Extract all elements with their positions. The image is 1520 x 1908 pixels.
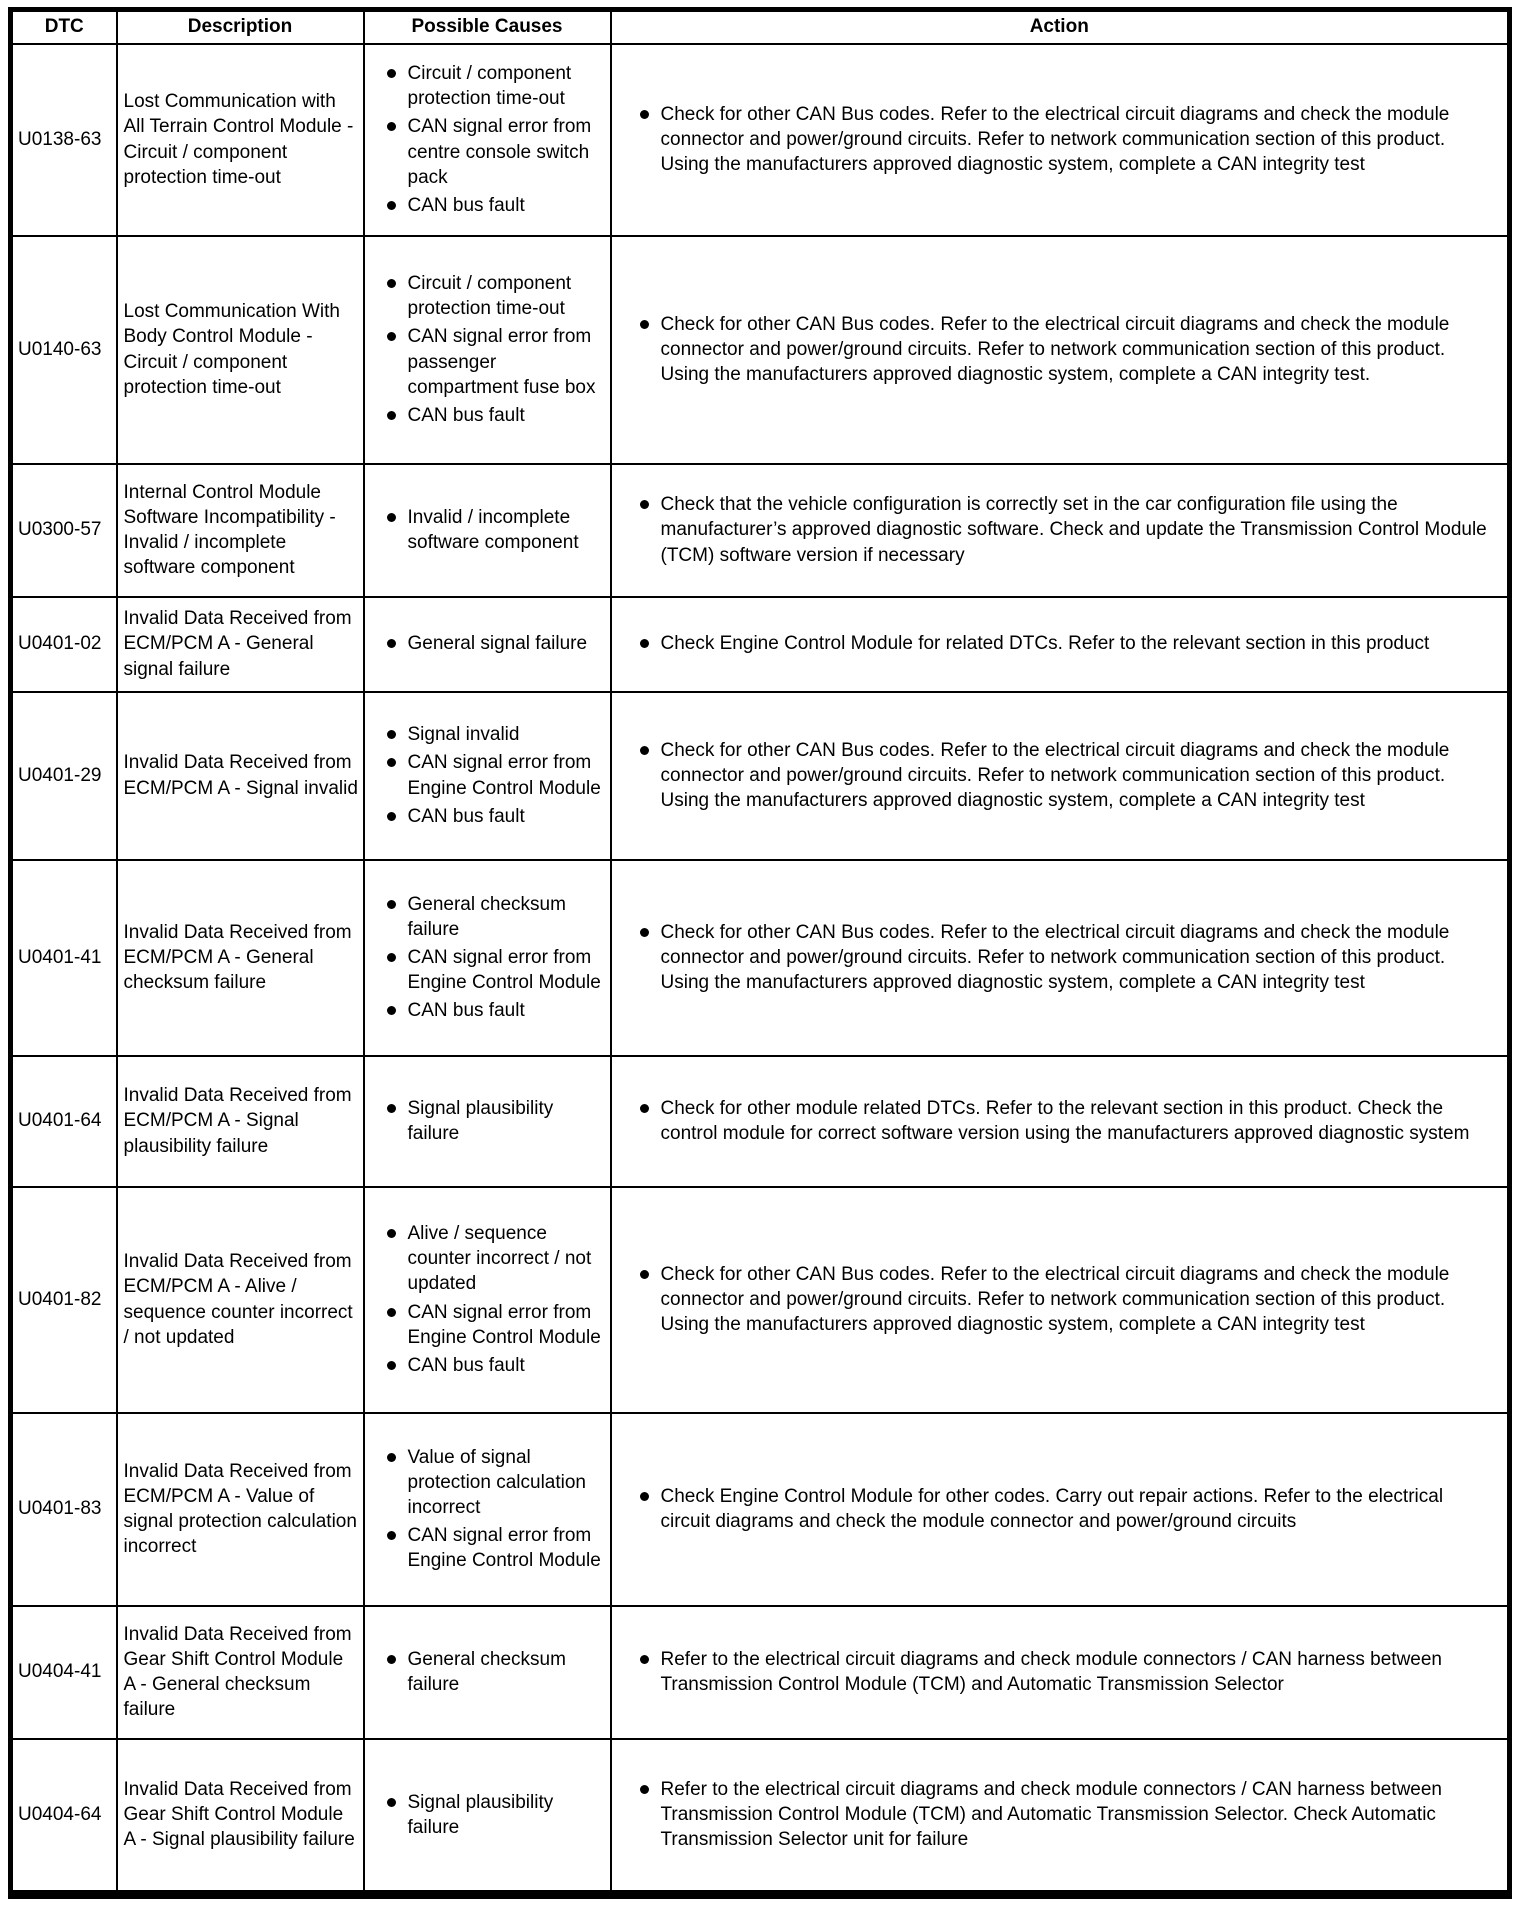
cause-item: CAN signal error from Engine Control Module [385, 1300, 608, 1350]
action-cell [611, 1606, 1510, 1739]
action-item: Refer to the electrical circuit diagrams and check module connectors / CAN harness between Transmission Control Module (TCM) and Automatic Transmission Selector [638, 1647, 1498, 1697]
possible-causes-cell [364, 44, 611, 236]
action-cell [611, 860, 1510, 1056]
action-item: Check for other CAN Bus codes. Refer to the electrical circuit diagrams and check the module connector and power/ground circuits. Refer to network communication section of this product. Using the manufacturers approved diagnostic system, complete a CAN integrity test. [638, 312, 1498, 387]
description-cell: Invalid Data Received from ECM/PCM A - General signal failure [117, 597, 364, 692]
cause-item-list [369, 1221, 608, 1377]
cause-item: General checksum failure [385, 892, 608, 942]
description-cell: Invalid Data Received from Gear Shift Control Module A - General checksum failure [117, 1606, 364, 1739]
table-row [11, 1187, 1510, 1413]
description-cell: Invalid Data Received from ECM/PCM A - Signal plausibility failure [117, 1056, 364, 1187]
cause-item: CAN bus fault [385, 804, 608, 829]
table-row [11, 44, 1510, 236]
action-item: Check Engine Control Module for other codes. Carry out repair actions. Refer to the electrical circuit diagrams and check the module connector and power/ground circuits [638, 1484, 1498, 1534]
cause-item: CAN signal error from Engine Control Module [385, 945, 608, 995]
table-row [11, 236, 1510, 464]
table-row [11, 860, 1510, 1056]
action-item-list [618, 920, 1498, 995]
table-row [11, 1056, 1510, 1187]
table-body [11, 44, 1510, 1895]
description-cell: Invalid Data Received from ECM/PCM A - Signal invalid [117, 692, 364, 860]
dtc-code-cell: U0401-82 [11, 1187, 117, 1413]
action-item: Check for other CAN Bus codes. Refer to the electrical circuit diagrams and check the module connector and power/ground circuits. Refer to network communication section of this product. Using the manufacturers approved diagnostic system, complete a CAN integrity test [638, 920, 1498, 995]
cause-item-list [369, 1445, 608, 1573]
description-cell: Lost Communication with All Terrain Control Module - Circuit / component protection time-out [117, 44, 364, 236]
cause-item: Alive / sequence counter incorrect / not updated [385, 1221, 608, 1296]
action-item-list [618, 312, 1498, 387]
dtc-code-cell: U0401-41 [11, 860, 117, 1056]
cause-item-list [369, 722, 608, 828]
dtc-code-cell: U0401-83 [11, 1413, 117, 1606]
cause-item: CAN bus fault [385, 1353, 608, 1378]
description-cell: Invalid Data Received from ECM/PCM A - Alive / sequence counter incorrect / not updated [117, 1187, 364, 1413]
action-item-list [618, 1262, 1498, 1337]
dtc-table [8, 7, 1512, 1899]
action-item-list [618, 1484, 1498, 1534]
cause-item: CAN signal error from centre console switch pack [385, 114, 608, 189]
action-item-list [618, 492, 1498, 567]
cause-item: CAN bus fault [385, 193, 608, 218]
cause-item-list [369, 892, 608, 1023]
action-item: Check for other CAN Bus codes. Refer to the electrical circuit diagrams and check the module connector and power/ground circuits. Refer to network communication section of this product. Using the manufacturers approved diagnostic system, complete a CAN integrity test [638, 1262, 1498, 1337]
description-cell: Invalid Data Received from Gear Shift Control Module A - Signal plausibility failure [117, 1739, 364, 1895]
action-cell [611, 464, 1510, 597]
action-item: Check Engine Control Module for related DTCs. Refer to the relevant section in this product [638, 631, 1498, 656]
action-cell [611, 1413, 1510, 1606]
cause-item: CAN bus fault [385, 998, 608, 1023]
dtc-code-cell: U0401-29 [11, 692, 117, 860]
cause-item: General signal failure [385, 631, 608, 656]
possible-causes-cell [364, 1739, 611, 1895]
cause-item: Circuit / component protection time-out [385, 61, 608, 111]
action-cell [611, 597, 1510, 692]
possible-causes-cell [364, 464, 611, 597]
description-cell: Internal Control Module Software Incompatibility - Invalid / incomplete software component [117, 464, 364, 597]
table-header-row [11, 10, 1510, 44]
action-item-list [618, 1096, 1498, 1146]
cause-item: Signal plausibility failure [385, 1790, 608, 1840]
action-cell [611, 1056, 1510, 1187]
table-row [11, 464, 1510, 597]
description-cell: Invalid Data Received from ECM/PCM A - General checksum failure [117, 860, 364, 1056]
cause-item: CAN signal error from Engine Control Module [385, 750, 608, 800]
possible-causes-cell [364, 860, 611, 1056]
possible-causes-cell [364, 597, 611, 692]
cause-item: Signal plausibility failure [385, 1096, 608, 1146]
column-header-possible-causes: Possible Causes [364, 10, 611, 44]
description-cell: Invalid Data Received from ECM/PCM A - Value of signal protection calculation incorrect [117, 1413, 364, 1606]
possible-causes-cell [364, 236, 611, 464]
possible-causes-cell [364, 1187, 611, 1413]
action-cell [611, 1187, 1510, 1413]
table-row [11, 597, 1510, 692]
cause-item: CAN signal error from passenger compartment fuse box [385, 324, 608, 399]
table-row [11, 1606, 1510, 1739]
cause-item: CAN signal error from Engine Control Module [385, 1523, 608, 1573]
action-item: Refer to the electrical circuit diagrams and check module connectors / CAN harness between Transmission Control Module (TCM) and Automatic Transmission Selector. Check Automatic Transmission Selector unit for failure [638, 1777, 1498, 1852]
cause-item-list [369, 1096, 608, 1146]
column-header-dtc: DTC [11, 10, 117, 44]
action-item-list [618, 1647, 1498, 1697]
action-cell [611, 1739, 1510, 1895]
cause-item: Value of signal protection calculation incorrect [385, 1445, 608, 1520]
action-item: Check that the vehicle configuration is correctly set in the car configuration file using the manufacturer’s approved diagnostic software. Check and update the Transmission Control Module (TCM) software version if necessary [638, 492, 1498, 567]
table-row [11, 1739, 1510, 1895]
action-item: Check for other module related DTCs. Refer to the relevant section in this product. Check the control module for correct software version using the manufacturers approved diagnostic system [638, 1096, 1498, 1146]
table-row [11, 1413, 1510, 1606]
action-item-list [618, 102, 1498, 177]
cause-item: General checksum failure [385, 1647, 608, 1697]
cause-item: Signal invalid [385, 722, 608, 747]
cause-item: Circuit / component protection time-out [385, 271, 608, 321]
dtc-code-cell: U0401-02 [11, 597, 117, 692]
action-item: Check for other CAN Bus codes. Refer to the electrical circuit diagrams and check the module connector and power/ground circuits. Refer to network communication section of this product. Using the manufacturers approved diagnostic system, complete a CAN integrity test [638, 102, 1498, 177]
column-header-description: Description [117, 10, 364, 44]
action-cell [611, 44, 1510, 236]
action-item-list [618, 631, 1498, 656]
dtc-code-cell: U0140-63 [11, 236, 117, 464]
action-cell [611, 236, 1510, 464]
possible-causes-cell [364, 1413, 611, 1606]
action-cell [611, 692, 1510, 860]
cause-item-list [369, 61, 608, 217]
cause-item-list [369, 271, 608, 427]
table-row [11, 692, 1510, 860]
cause-item: Invalid / incomplete software component [385, 505, 608, 555]
description-cell: Lost Communication With Body Control Module - Circuit / component protection time-out [117, 236, 364, 464]
possible-causes-cell [364, 1056, 611, 1187]
action-item-list [618, 1777, 1498, 1852]
dtc-code-cell: U0404-41 [11, 1606, 117, 1739]
action-item: Check for other CAN Bus codes. Refer to the electrical circuit diagrams and check the module connector and power/ground circuits. Refer to network communication section of this product. Using the manufacturers approved diagnostic system, complete a CAN integrity test [638, 738, 1498, 813]
possible-causes-cell [364, 692, 611, 860]
action-item-list [618, 738, 1498, 813]
cause-item-list [369, 631, 608, 656]
cause-item-list [369, 505, 608, 555]
dtc-code-cell: U0138-63 [11, 44, 117, 236]
cause-item-list [369, 1647, 608, 1697]
cause-item: CAN bus fault [385, 403, 608, 428]
dtc-code-cell: U0300-57 [11, 464, 117, 597]
cause-item-list [369, 1790, 608, 1840]
dtc-code-cell: U0404-64 [11, 1739, 117, 1895]
dtc-code-cell: U0401-64 [11, 1056, 117, 1187]
possible-causes-cell [364, 1606, 611, 1739]
column-header-action: Action [611, 10, 1510, 44]
